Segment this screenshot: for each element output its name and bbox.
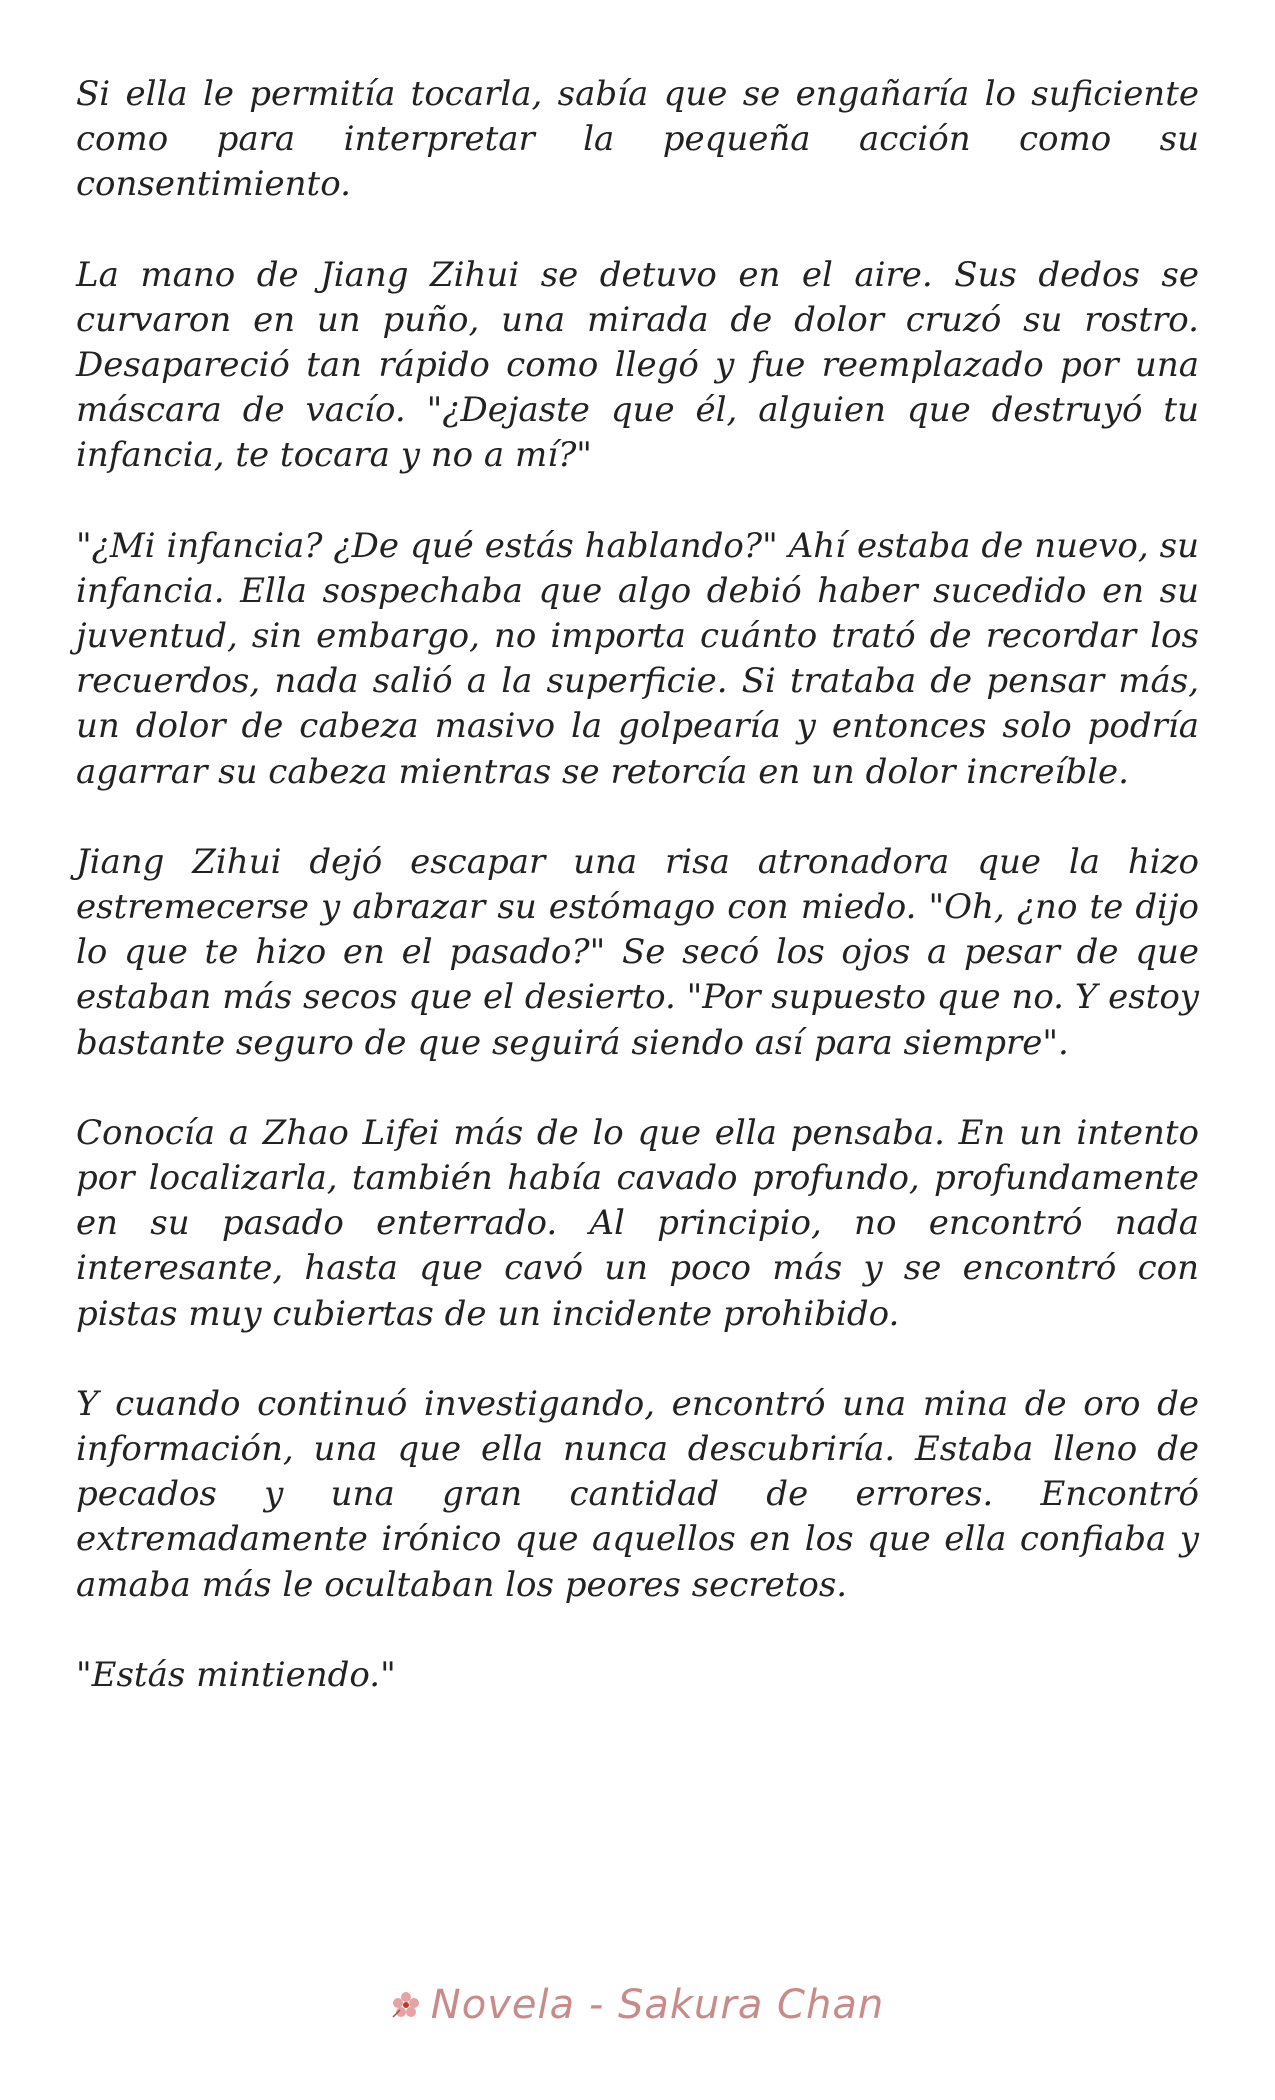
text-body (76, 72, 1199, 1743)
footer-watermark (0, 1982, 1275, 2028)
paragraph-3: "¿Mi infancia? ¿De qué estás hablando?" Ahí estaba de nuevo, su infancia. Ella sospechaba que algo debió haber sucedido en su juventud, sin embargo, no importa cuánto trató de recordar los recuerdos, nada salió a la superficie. Si trataba de pensar más, un dolor de cabeza masivo la golpearía y entonces solo podría agarrar su cabeza mientras se retorcía en un dolor increíble. (76, 525, 1199, 792)
cherry-blossom-icon (391, 1984, 421, 2014)
footer-text: Novela - Sakura Chan (430, 1982, 885, 2028)
paragraph-5: Conocía a Zhao Lifei más de lo que ella pensaba. En un intento por localizarla, también había cavado profundo, profundamente en su pasado enterrado. Al principio, no encontró nada interesante, hasta que cavó un poco más y se encontró con pistas muy cubiertas de un incidente prohibido. (76, 1112, 1199, 1334)
paragraph-2: La mano de Jiang Zihui se detuvo en el aire. Sus dedos se curvaron en un puño, una mirada de dolor cruzó su rostro. Desapareció tan rápido como llegó y fue reemplazado por una máscara de vacío. "¿Dejaste que él, alguien que destruyó tu infancia, te tocara y no a mí?" (76, 254, 1199, 476)
paragraph-6: Y cuando continuó investigando, encontró una mina de oro de información, una que ella nunca descubriría. Estaba lleno de pecados y una gran cantidad de errores. Encontró extremadamente irónico que aquellos en los que ella confiaba y amaba más le ocultaban los peores secretos. (76, 1383, 1199, 1605)
paragraph-4: Jiang Zihui dejó escapar una risa atronadora que la hizo estremecerse y abrazar su estómago con miedo. "Oh, ¿no te dijo lo que te hizo en el pasado?" Se secó los ojos a pesar de que estaban más secos que el desierto. "Por supuesto que no. Y estoy bastante seguro de que seguirá siendo así para siempre". (76, 841, 1199, 1063)
paragraph-7: "Estás mintiendo." (76, 1654, 396, 1695)
paragraph-1: Si ella le permitía tocarla, sabía que se engañaría lo suficiente como para interpretar la pequeña acción como su consentimiento. (76, 74, 1199, 205)
